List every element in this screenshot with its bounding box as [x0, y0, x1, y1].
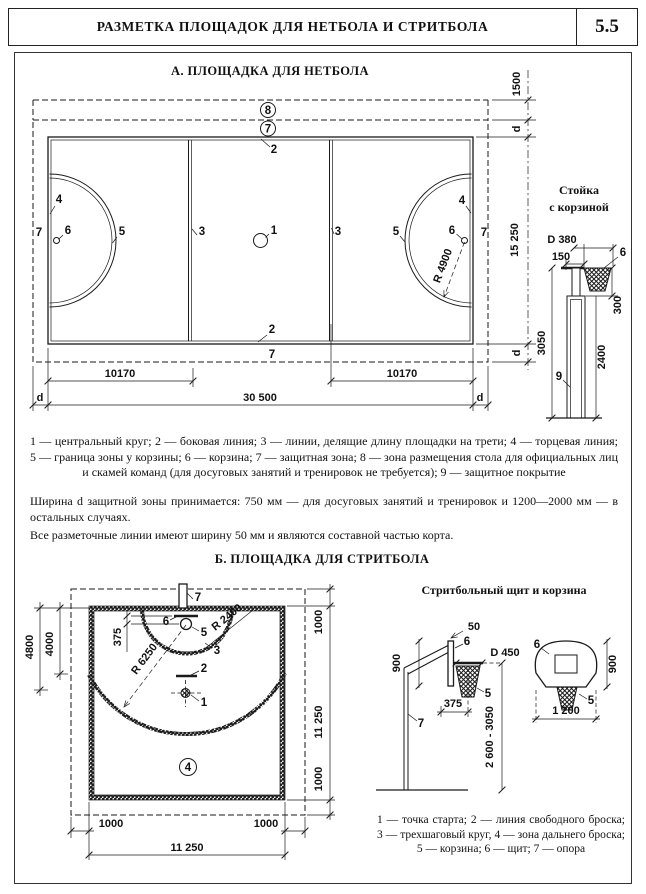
- callout-7-left: 7: [35, 227, 43, 239]
- callout-circle-3: 3: [213, 645, 221, 657]
- netball-plan: [30, 70, 536, 411]
- dim-d-left: d: [36, 392, 44, 404]
- callout-4-left: 4: [55, 194, 63, 206]
- dim-buffer-bl: 1000: [98, 818, 124, 830]
- callout-8: 8: [264, 105, 272, 117]
- dim-board-width: 1 200: [552, 705, 580, 717]
- callout-basket-5-side: 5: [484, 688, 492, 700]
- callout-7-top: 7: [264, 123, 272, 136]
- dim-4800: 4800: [24, 634, 36, 660]
- callout-freethrow-2: 2: [200, 663, 208, 675]
- stand-heading-line1: Стойка: [559, 183, 599, 197]
- callout-zone-4: 4: [184, 762, 192, 774]
- netball-legend: 1 — центральный круг; 2 — боковая линия; 3 — линии, делящие длину площадки на трети; 4 — торцевая линия; 5 — граница зоны у корзины; 6 — корзина; 7 — защитная зона; 8 — зона размещения стола для официальных лиц и скамей команд (для досуговых занятий и тренировок не требуется); 9 — защитное покрытие: [30, 434, 618, 479]
- stand-heading-line2: с корзиной: [549, 200, 609, 214]
- stand-padding: [567, 296, 585, 418]
- netball-protective-zone: [33, 120, 488, 362]
- callout-basket-5-front: 5: [587, 695, 595, 707]
- callout-1-centre: 1: [270, 225, 278, 237]
- netball-basket-left: [54, 238, 60, 244]
- callout-2-top: 2: [270, 144, 278, 156]
- callout-basket-6: 6: [619, 247, 627, 259]
- netball-goal-radius-label: R 4900: [431, 247, 456, 285]
- dim-court-height: 11 250: [313, 705, 325, 739]
- dim-d-bottom: d: [511, 349, 523, 357]
- dim-ring-diameter: D 380: [547, 234, 577, 246]
- streetball-board-detail: [376, 621, 619, 793]
- streetball-plan: [24, 584, 335, 860]
- callout-7-right: 7: [480, 227, 488, 239]
- dim-375-board: 375: [443, 698, 463, 710]
- dim-ring-diameter-b: D 450: [490, 647, 520, 659]
- dim-third-left: 10170: [104, 368, 136, 380]
- netball-right-dimensions: [476, 70, 536, 370]
- dim-buffer-br: 1000: [253, 818, 279, 830]
- callout-support-7-side: 7: [417, 718, 425, 730]
- dim-board-height-front: 900: [607, 654, 619, 674]
- netball-note-line-width: Все разметочные линии имеют ширину 50 мм и являются составной частью корта.: [30, 528, 454, 542]
- dim-court-width: 15 250: [509, 223, 521, 257]
- stand-post: [546, 268, 611, 418]
- streetball-legend: 1 — точка старта; 2 — линия свободного броска; 3 — трехшаговый круг, 4 — зона дальнего броска; 5 — корзина; 6 — щит; 7 — опора: [377, 814, 625, 855]
- dim-4000: 4000: [44, 631, 56, 657]
- dim-board-thickness: 50: [467, 621, 481, 633]
- callout-basket-5: 5: [200, 627, 208, 639]
- backboard-side: [448, 641, 454, 686]
- callout-board-6-front: 6: [533, 639, 541, 651]
- netball-court-outline: [48, 137, 473, 344]
- callout-6-left: 6: [64, 225, 72, 237]
- callout-7-bottom: 7: [268, 349, 276, 361]
- page-number: 5.5: [576, 9, 637, 45]
- section-a-title: А. ПЛОЩАДКА ДЛЯ НЕТБОЛА: [171, 64, 369, 78]
- streetball-ring-plan: [181, 619, 192, 630]
- section-b-title: Б. ПЛОЩАДКА ДЛЯ СТРИТБОЛА: [214, 552, 430, 566]
- dim-ring-height-range: 2 600 - 3050: [484, 706, 496, 768]
- streetball-support-plan: [179, 584, 187, 608]
- radius-6250-label: R 6250: [129, 641, 161, 677]
- backboard-front: [535, 641, 596, 687]
- callout-6-right: 6: [448, 225, 456, 237]
- board-side-dimensions: [391, 621, 520, 793]
- dim-band-1500: 1500: [511, 71, 523, 97]
- stand-basket: [584, 268, 611, 291]
- callout-4-right: 4: [458, 195, 466, 207]
- callout-board-6-side: 6: [463, 636, 471, 648]
- dim-board-height-side: 900: [391, 653, 403, 673]
- dim-d-top: d: [511, 125, 523, 133]
- dim-buffer-top: 1000: [313, 609, 325, 635]
- stand-top-dimensions: [547, 234, 616, 270]
- dim-375-plan: 375: [112, 627, 124, 647]
- dim-buffer-bottom: 1000: [313, 766, 325, 792]
- callout-padding-9: 9: [555, 371, 563, 383]
- dim-court-length: 30 500: [243, 392, 277, 404]
- dim-drop-300: 300: [612, 295, 624, 315]
- callout-3-left: 3: [198, 226, 206, 238]
- dim-third-right: 10170: [386, 368, 418, 380]
- callout-5-right: 5: [392, 226, 400, 238]
- callout-board-6: 6: [162, 616, 170, 628]
- page-title: РАЗМЕТКА ПЛОЩАДОК ДЛЯ НЕТБОЛА И СТРИТБОЛА: [96, 19, 489, 34]
- callout-start-1: 1: [200, 697, 208, 709]
- netball-callouts: [36, 103, 487, 362]
- netball-stand-detail: [536, 234, 626, 421]
- dim-d-right: d: [476, 392, 484, 404]
- callout-support-7: 7: [194, 592, 202, 604]
- radius-2400-label: R 2400: [209, 601, 245, 634]
- callout-3-right: 3: [334, 226, 342, 238]
- dim-court-width-b: 11 250: [170, 842, 204, 854]
- dim-ring-height: 2400: [596, 344, 608, 370]
- dim-offset-150: 150: [551, 251, 571, 263]
- callout-2-bottom: 2: [268, 324, 276, 336]
- netball-note-zone-width: Ширина d защитной зоны принимается: 750 мм — для досуговых занятий и тренировок и 1200—2000 мм — в остальных случаях.: [30, 494, 618, 524]
- netball-centre-circle: [254, 234, 268, 248]
- dim-post-height: 3050: [536, 330, 548, 356]
- far-throw-arc: [89, 673, 285, 734]
- netball-bottom-dimensions: [30, 324, 492, 411]
- callout-5-left: 5: [118, 226, 126, 238]
- board-heading: Стритбольный щит и корзина: [421, 583, 587, 597]
